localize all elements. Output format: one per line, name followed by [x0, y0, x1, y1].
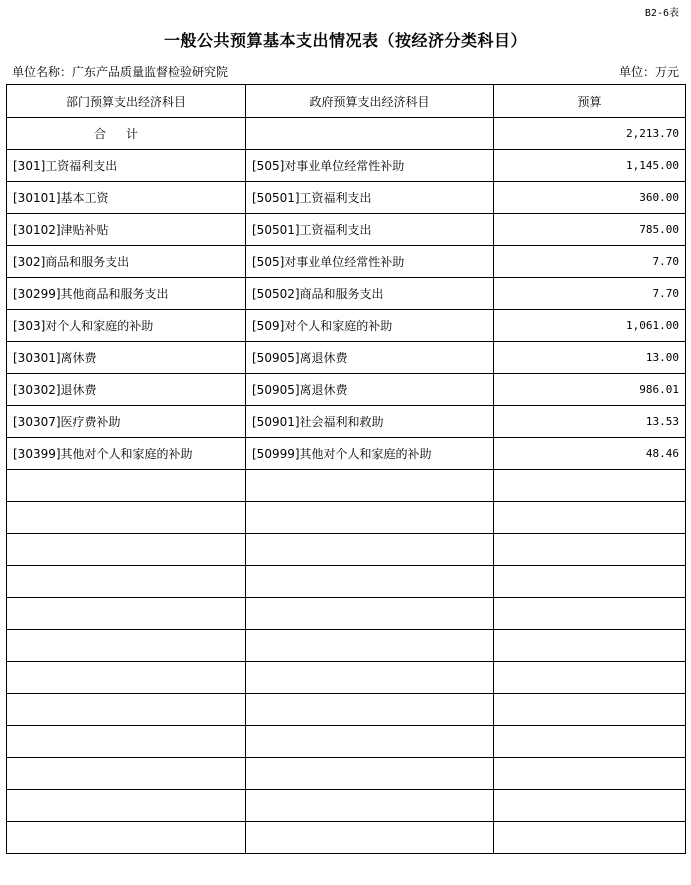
empty-row [7, 470, 686, 502]
gov-subject-cell: [50901]社会福利和救助 [246, 406, 494, 438]
empty-cell [246, 566, 494, 598]
dept-subject-cell: [303]对个人和家庭的补助 [7, 310, 246, 342]
gov-subject-cell: [50905]离退休费 [246, 374, 494, 406]
empty-cell [494, 566, 686, 598]
header-budget: 预算 [494, 85, 686, 118]
empty-row [7, 726, 686, 758]
empty-cell [494, 662, 686, 694]
table-row [7, 246, 686, 278]
header-dept-subject: 部门预算支出经济科目 [7, 85, 246, 118]
page-title: 一般公共预算基本支出情况表（按经济分类科目） [163, 31, 527, 50]
empty-row [7, 534, 686, 566]
empty-cell [246, 822, 494, 854]
empty-cell [246, 790, 494, 822]
empty-cell [246, 630, 494, 662]
gov-subject-cell: [509]对个人和家庭的补助 [246, 310, 494, 342]
empty-row [7, 662, 686, 694]
meta-row [12, 63, 679, 81]
budget-value-cell: 1,061.00 [494, 310, 686, 342]
empty-row [7, 758, 686, 790]
budget-value-cell: 986.01 [494, 374, 686, 406]
gov-subject-cell: [50502]商品和服务支出 [246, 278, 494, 310]
empty-cell [246, 662, 494, 694]
empty-cell [494, 630, 686, 662]
dept-subject-cell: [30399]其他对个人和家庭的补助 [7, 438, 246, 470]
dept-subject-cell: [302]商品和服务支出 [7, 246, 246, 278]
table-header-row [7, 85, 686, 118]
empty-cell [7, 598, 246, 630]
empty-cell [494, 822, 686, 854]
budget-value-cell: 360.00 [494, 182, 686, 214]
total-row [7, 118, 686, 150]
gov-subject-cell: [505]对事业单位经常性补助 [246, 246, 494, 278]
empty-cell [246, 470, 494, 502]
empty-cell [7, 534, 246, 566]
dept-subject-cell: [30299]其他商品和服务支出 [7, 278, 246, 310]
table-row [7, 310, 686, 342]
table-row [7, 406, 686, 438]
gov-subject-cell: [50501]工资福利支出 [246, 214, 494, 246]
empty-cell [494, 502, 686, 534]
empty-cell [7, 502, 246, 534]
total-value: 2,213.70 [494, 118, 686, 150]
dept-subject-cell: [30302]退休费 [7, 374, 246, 406]
empty-cell [494, 598, 686, 630]
empty-row [7, 630, 686, 662]
empty-cell [246, 694, 494, 726]
empty-cell [494, 758, 686, 790]
empty-row [7, 694, 686, 726]
empty-cell [7, 726, 246, 758]
gov-subject-cell: [505]对事业单位经常性补助 [246, 150, 494, 182]
empty-row [7, 598, 686, 630]
budget-value-cell: 48.46 [494, 438, 686, 470]
empty-cell [7, 822, 246, 854]
empty-cell [246, 726, 494, 758]
dept-subject-cell: [30307]医疗费补助 [7, 406, 246, 438]
table-row [7, 182, 686, 214]
empty-cell [7, 630, 246, 662]
table-row [7, 374, 686, 406]
form-code: B2-6表 [644, 8, 679, 19]
budget-value-cell: 13.00 [494, 342, 686, 374]
empty-cell [246, 502, 494, 534]
empty-row [7, 502, 686, 534]
empty-row [7, 790, 686, 822]
total-label: 合计 [7, 118, 246, 150]
budget-value-cell: 1,145.00 [494, 150, 686, 182]
table-row [7, 278, 686, 310]
empty-cell [246, 758, 494, 790]
table-row [7, 214, 686, 246]
empty-cell [7, 662, 246, 694]
table-row [7, 342, 686, 374]
empty-cell [7, 694, 246, 726]
expenditure-table [6, 84, 686, 854]
empty-cell [494, 534, 686, 566]
dept-subject-cell: [30101]基本工资 [7, 182, 246, 214]
empty-cell [7, 470, 246, 502]
unit-name: 单位名称：广东产品质量监督检验研究院 [12, 65, 229, 79]
empty-cell [7, 758, 246, 790]
gov-subject-cell: [50905]离退休费 [246, 342, 494, 374]
empty-cell [7, 790, 246, 822]
total-gov-empty [246, 118, 494, 150]
budget-value-cell: 7.70 [494, 246, 686, 278]
dept-subject-cell: [30301]离休费 [7, 342, 246, 374]
unit-measure: 单位：万元 [618, 65, 679, 79]
empty-cell [246, 534, 494, 566]
dept-subject-cell: [301]工资福利支出 [7, 150, 246, 182]
empty-cell [7, 566, 246, 598]
gov-subject-cell: [50501]工资福利支出 [246, 182, 494, 214]
empty-row [7, 822, 686, 854]
table-row [7, 438, 686, 470]
table-row [7, 150, 686, 182]
empty-cell [246, 598, 494, 630]
dept-subject-cell: [30102]津贴补贴 [7, 214, 246, 246]
empty-cell [494, 470, 686, 502]
gov-subject-cell: [50999]其他对个人和家庭的补助 [246, 438, 494, 470]
budget-value-cell: 7.70 [494, 278, 686, 310]
budget-value-cell: 785.00 [494, 214, 686, 246]
empty-cell [494, 790, 686, 822]
empty-row [7, 566, 686, 598]
empty-cell [494, 726, 686, 758]
header-gov-subject: 政府预算支出经济科目 [246, 85, 494, 118]
empty-cell [494, 694, 686, 726]
budget-value-cell: 13.53 [494, 406, 686, 438]
